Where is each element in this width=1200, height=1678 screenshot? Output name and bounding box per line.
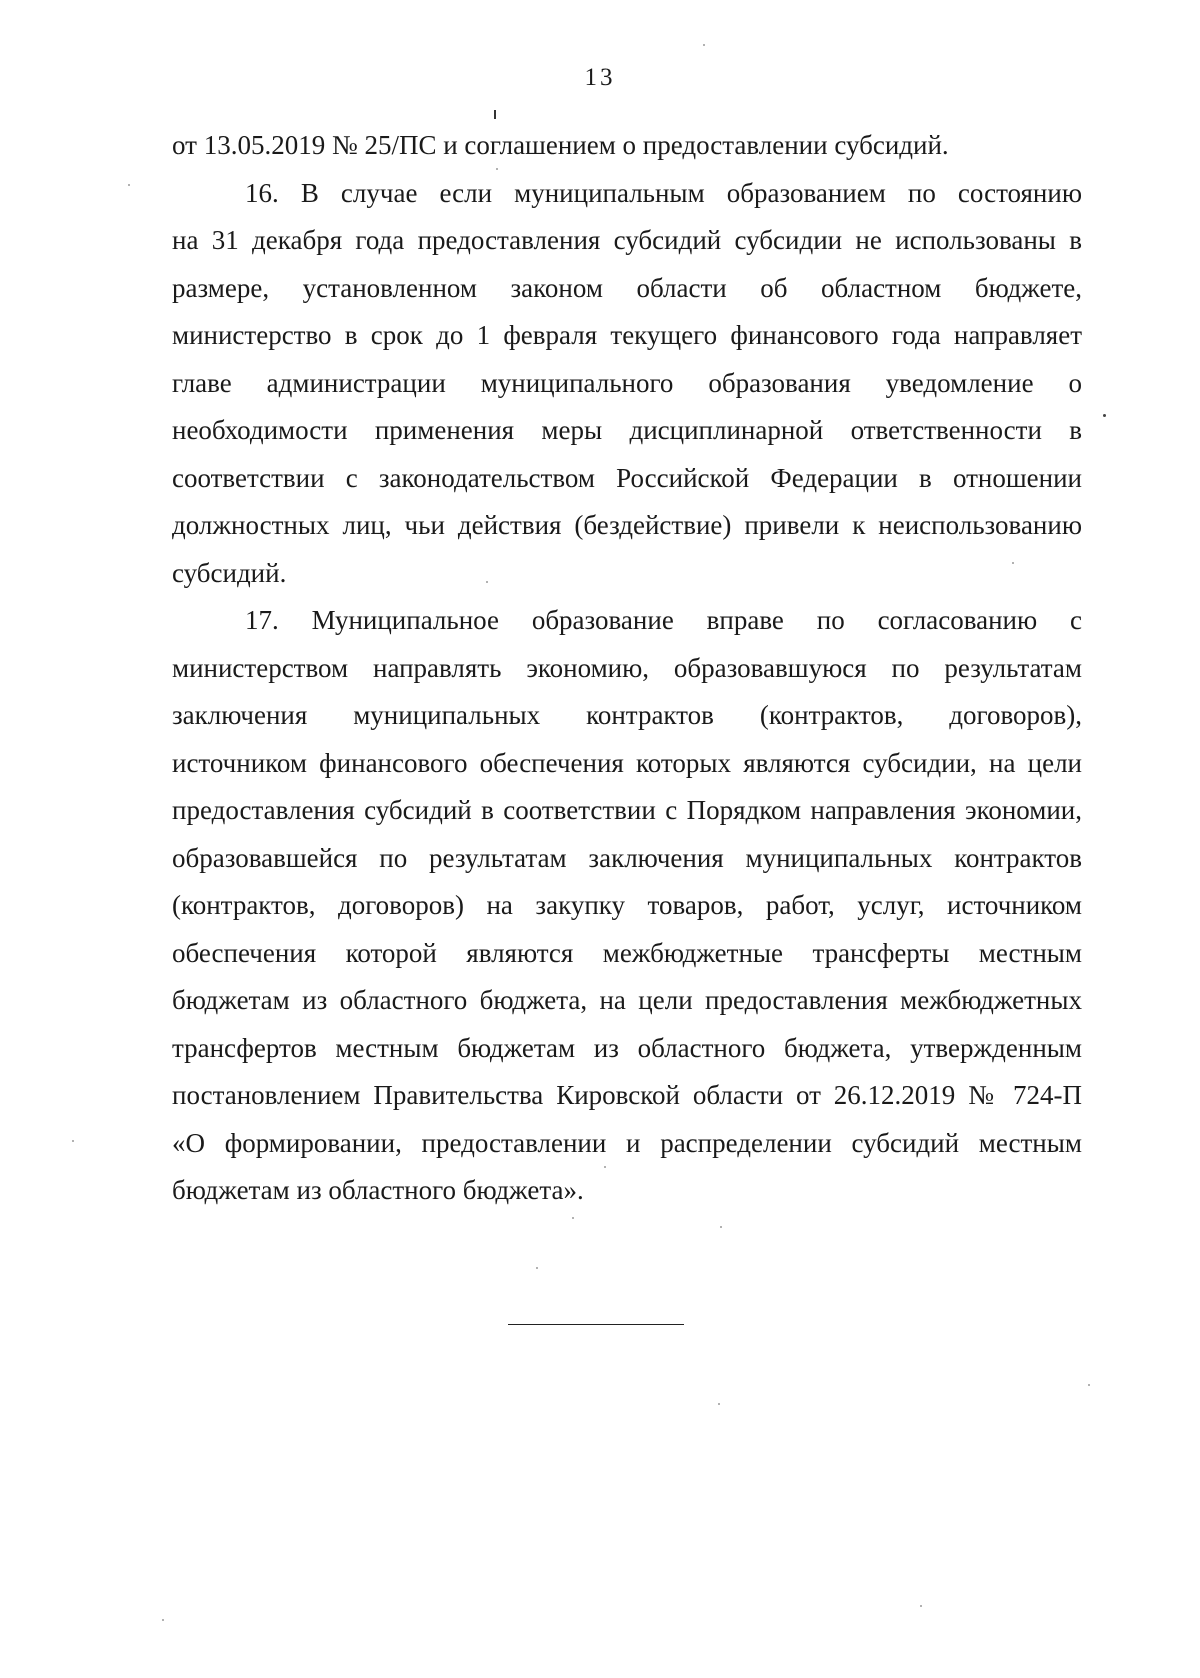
- scan-speck: [162, 1619, 164, 1621]
- scan-speck: [718, 1403, 720, 1405]
- text-line: размере, установленном законом области об областном бюджете,: [172, 272, 1082, 303]
- scan-speck: [920, 1605, 922, 1607]
- text-line: главе администрации муниципального образования уведомление о: [172, 367, 1082, 398]
- text-line: заключения муниципальных контрактов (контрактов, договоров),: [172, 700, 1082, 730]
- paragraph-p16: [172, 170, 1082, 598]
- scan-speck: [720, 1226, 722, 1228]
- text-line: трансфертов местным бюджетам из областного бюджета, утвержденным: [172, 1032, 1082, 1063]
- scan-speck: [1012, 562, 1014, 564]
- text-line: министерством направлять экономию, образовавшуюся по результатам: [172, 652, 1082, 683]
- text-line: (контрактов, договоров) на закупку товаров, работ, услуг, источником: [172, 890, 1082, 920]
- document-body: [172, 122, 1082, 1215]
- text-line: источником финансового обеспечения которых являются субсидии, на цели: [172, 747, 1082, 778]
- scan-speck: [572, 1217, 574, 1219]
- text-line: образовавшейся по результатам заключения муниципальных контрактов: [172, 842, 1082, 873]
- scan-speck: [1103, 414, 1106, 417]
- paragraph-p-cont: [172, 122, 1082, 170]
- scan-speck: [72, 1140, 74, 1142]
- text-line: предоставления субсидий в соответствии с Порядком направления экономии,: [172, 795, 1082, 825]
- text-line: соответствии с законодательством Российской Федерации в отношении: [172, 462, 1082, 493]
- text-line: «О формировании, предоставлении и распределении субсидий местным: [172, 1127, 1082, 1158]
- scan-speck: [604, 1166, 606, 1168]
- scan-speck: [486, 581, 488, 583]
- text-line: субсидий.: [172, 557, 287, 588]
- text-line: обеспечения которой являются межбюджетные трансферты местным: [172, 937, 1082, 968]
- scan-speck: [1088, 1384, 1090, 1386]
- text-line: необходимости применения меры дисциплинарной ответственности в: [172, 415, 1082, 445]
- scan-speck: [496, 168, 498, 170]
- text-line: должностных лиц, чьи действия (бездействие) привели к неиспользованию: [172, 510, 1082, 540]
- scan-speck: [536, 1267, 538, 1269]
- text-line: 17. Муниципальное образование вправе по согласованию с: [245, 605, 1082, 635]
- text-line: постановлением Правительства Кировской области от 26.12.2019 № 724-П: [172, 1080, 1082, 1110]
- text-line: от 13.05.2019 № 25/ПС и соглашением о предоставлении субсидий.: [172, 130, 949, 160]
- scan-mark: [494, 110, 496, 119]
- text-line: бюджетам из областного бюджета».: [172, 1175, 584, 1205]
- text-line: на 31 декабря года предоставления субсидий субсидии не использованы в: [172, 225, 1082, 255]
- page-number: 13: [584, 64, 616, 91]
- paragraph-p17: [172, 597, 1082, 1215]
- scan-speck: [128, 184, 130, 186]
- end-of-text-rule: [508, 1324, 684, 1325]
- text-line: 16. В случае если муниципальным образованием по состоянию: [245, 177, 1082, 208]
- text-line: бюджетам из областного бюджета, на цели предоставления межбюджетных: [172, 985, 1082, 1015]
- scan-speck: [703, 44, 705, 46]
- text-line: министерство в срок до 1 февраля текущего финансового года направляет: [172, 320, 1082, 350]
